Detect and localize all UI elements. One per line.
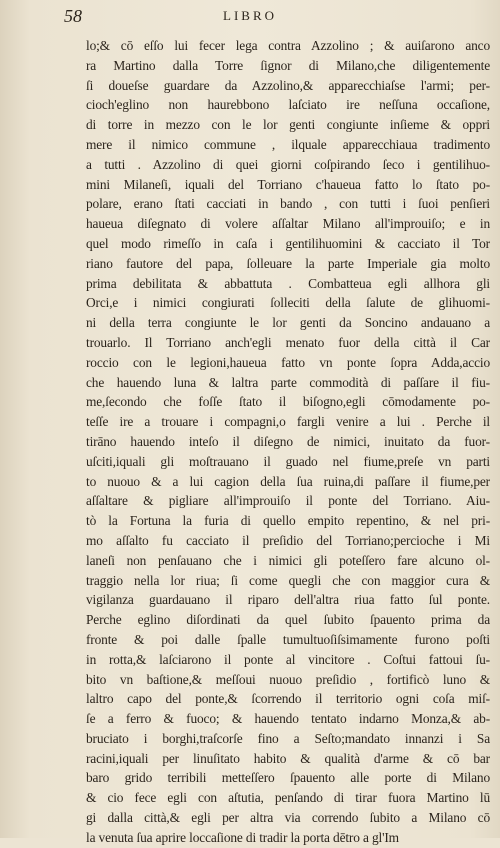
text-line: teſſe ire a trouare i compagni,o fargli venire a lui . Perche il [86, 414, 490, 430]
text-line: bito vn baſtione,& meſſoui nuouo preſidio , fortificò luno & [86, 671, 490, 687]
text-line: me,ſecondo che foſſe ſtato il biſogno,egli cōmodamente po- [86, 394, 490, 410]
text-line: la venuta ſua aprire loccaſione di tradir la porta dētro a gl'Im [86, 829, 399, 845]
text-line: laneſi non penſauano che i nimici gli poteſſero fare alcuno ol- [86, 552, 490, 568]
text-line: roccio con le legioni,haueua fatto vn ponte ſopra Adda,accio [86, 354, 490, 370]
text-line: racini,iquali per linuſitato habito & qualità d'arme & cō bar [86, 750, 490, 766]
text-line: ra Martino dalla Torre ſignor di Milano,che diligentemente [86, 57, 490, 73]
text-line: di torre in mezzo con le lor genti congiunte inſieme & oppri [86, 117, 490, 133]
text-line: ni della terra congiunte le lor genti da Soncino andauano a [86, 315, 490, 331]
text-line: prima debilitata & abbattuta . Combatteua egli allhora gli [86, 275, 490, 291]
page-number: 58 [64, 6, 82, 26]
text-line: bruciato i borghi,traſcorſe fino a Seſto;mandato innanzi i Sa [86, 730, 490, 746]
page-header [0, 0, 500, 34]
text-line: & cio fece egli con aſtutia, penſando di tirar fuora Martino lū [86, 790, 490, 806]
text-line: riano fautore del papa, ſolleuare la parte Imperiale gia molto [86, 255, 490, 271]
text-line: ſe a ferro & fuoco; & hauendo tentato indarno Monza,& ab- [86, 711, 490, 727]
text-line: uſciti,iquali gli moſtrauano il guado nel fiume,preſe vn parti [86, 453, 490, 469]
text-line: a tutti . Azzolino di quei giorni coſpirando ſeco i gentilihuo- [86, 156, 490, 172]
text-line: mo aſſalto fu cacciato il preſidio del Torriano;percioche i Mi [86, 532, 490, 548]
text-line: Perche eglino diſordinati da quel ſubito ſpauento prima da [86, 612, 490, 628]
text-line: mere il nimico commune , ilquale apparecchiaua tradimento [86, 136, 490, 152]
text-line: trouarlo. Il Torriano anch'egli menato fuor della città il Car [86, 334, 490, 350]
text-line: vigilanza guardauano il riparo dell'altra riua fatto ſul ponte. [86, 592, 490, 608]
text-line: quel modo rimeſſo in caſa i gentilihuomini & cacciato il Tor [86, 235, 490, 251]
text-line: baro grido terribili metteſſero ſpauento alle porte di Milano [86, 770, 490, 786]
text-line: aſſaltare & pigliare all'improuiſo il ponte del Torriano. Aiu- [86, 493, 490, 509]
running-head: LIBRO [223, 8, 277, 23]
text-line: lo;& cō eſſo lui fecer lega contra Azzolino ; & auiſarono anco [86, 38, 490, 53]
text-line: laltro capo del ponte,& ſcorrendo il territorio ogni coſa miſ- [86, 691, 490, 707]
text-line: cioch'eglino non haurebbono laſciato ire neſſuna occaſione, [86, 97, 490, 113]
text-line: traggio nella lor riua; ſi come quegli che con maggior cura & [86, 572, 490, 588]
text-line: ſi doueſse guardare da Azzolino,& apparecchiaſse l'armi; per- [86, 77, 490, 93]
text-line: fronte & poi dalle ſpalle tumultuoſiſsimamente furono poſti [86, 631, 490, 647]
text-line: gi dalla città,& egli per altra via correndo ſubito a Milano cō [86, 810, 490, 826]
text-line: che hauendo luna & laltra parte commodità di paſſare il fiu- [86, 374, 490, 390]
text-line: tò la Fortuna la furia di quello empito repentino, & nel pri- [86, 513, 490, 529]
text-line: haueua diſegnato di volere aſſaltar Milano all'improuiſo; e in [86, 216, 490, 232]
text-line: polare, erano ſtati cacciati in bando , con tutti i ſuoi penſieri [86, 196, 490, 212]
text-line: Orci,e i nimici congiurati ſolleciti della ſalute de glihuomi- [86, 295, 490, 311]
text-line: to nuouo & a lui cagion della ſua ruina,di paſſare il fiume,per [86, 473, 490, 489]
text-block [86, 36, 490, 848]
text-line: tirāno hauendo inteſo il diſegno de nimici, inuitato da fuor- [86, 433, 490, 449]
text-line: in rotta,& laſciarono il ponte al vincitore . Coſtui fattoui ſu- [86, 651, 490, 667]
text-line: mini Milaneſi, iquali del Torriano c'haueua fatto lo ſtato po- [86, 176, 490, 192]
